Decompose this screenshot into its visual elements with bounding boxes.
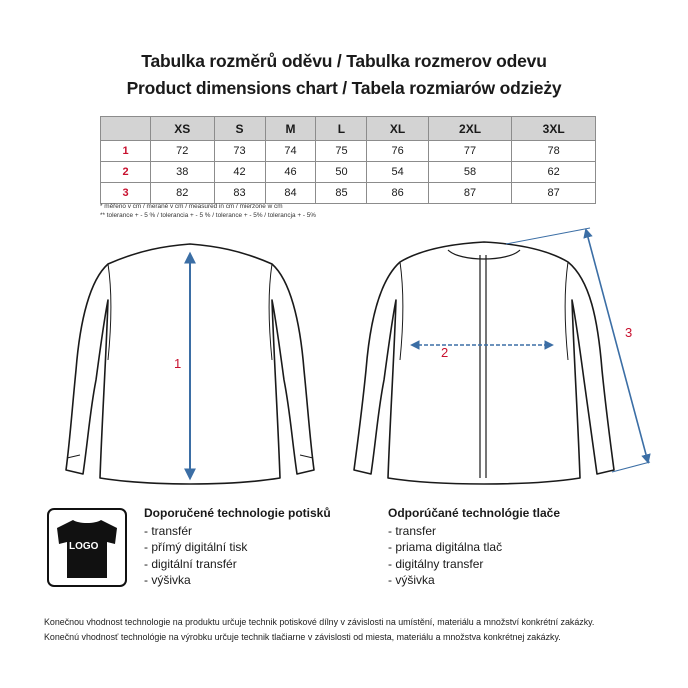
header-cell: 2XL [428,117,512,141]
note-measured: * měřeno v cm / merané v cm / measured in cm / mierzone w cm [100,203,283,210]
header-cell: 3XL [512,117,596,141]
list-item: - priama digitálna tlač [388,539,560,556]
logo-tshirt-box [47,508,127,587]
list-item: - transfer [388,523,560,540]
title-line-2: Product dimensions chart / Tabela rozmiarów odzieży [126,78,562,98]
footer-disclaimer [44,615,594,645]
list-item: - výšivka [144,572,331,589]
title-line-1: Tabulka rozměrů oděvu / Tabulka rozmerov odevu [141,51,547,71]
tech-heading-cz: Doporučené technologie potisků [144,506,331,520]
table-cell: 82 [151,183,215,204]
header-cell: L [316,117,367,141]
header-cell: XL [367,117,428,141]
tech-heading-sk: Odporúčané technológie tlače [388,506,561,520]
footer-line-cz: Konečnou vhodnost technologie na produktu určuje technik potiskové dílny v závislosti na umístění, materiálu a množství konkrétní zakázky. [44,617,595,627]
tech-list-sk [388,505,560,589]
table-cell: 46 [265,162,316,183]
table-cell: 38 [151,162,215,183]
table-cell: 76 [367,141,428,162]
logo-text: LOGO [69,541,99,552]
table-cell: 77 [428,141,512,162]
table-cell: 72 [151,141,215,162]
table-cell: 83 [214,183,265,204]
table-cell: 78 [512,141,596,162]
table-cell: 62 [512,162,596,183]
table-cell: 58 [428,162,512,183]
tech-list-cz [144,505,331,589]
table-cell: 73 [214,141,265,162]
header-cell: M [265,117,316,141]
table-cell: 54 [367,162,428,183]
footer-line-sk: Konečnú vhodnosť technológie na výrobku určuje technik tlačiarne v závislosti od miesta, materiálu a množstva konkrétnej zakázky. [44,632,561,642]
header-cell: S [214,117,265,141]
front-length-label: 1 [174,356,182,371]
list-item: - výšivka [388,572,560,589]
table-cell: 87 [428,183,512,204]
table-cell: 85 [316,183,367,204]
back-jacket-outline [354,242,614,484]
table-cell: 75 [316,141,367,162]
row-label: 2 [101,162,151,183]
list-item: - digitální transfér [144,556,331,573]
header-cell: XS [151,117,215,141]
note-tolerance: ** tolerance + - 5 % / tolerancia + - 5 % / tolerance + - 5% / tolerancja + - 5% [100,212,316,219]
list-item: - transfér [144,523,331,540]
table-cell: 84 [265,183,316,204]
table-cell: 87 [512,183,596,204]
table-cell: 74 [265,141,316,162]
back-width-label: 2 [441,345,449,360]
list-item: - přímý digitální tisk [144,539,331,556]
row-label: 3 [101,183,151,204]
table-cell: 86 [367,183,428,204]
row-label: 1 [101,141,151,162]
table-cell: 42 [214,162,265,183]
list-item: - digitálny transfer [388,556,560,573]
sleeve-length-label: 3 [625,325,633,340]
table-cell: 50 [316,162,367,183]
